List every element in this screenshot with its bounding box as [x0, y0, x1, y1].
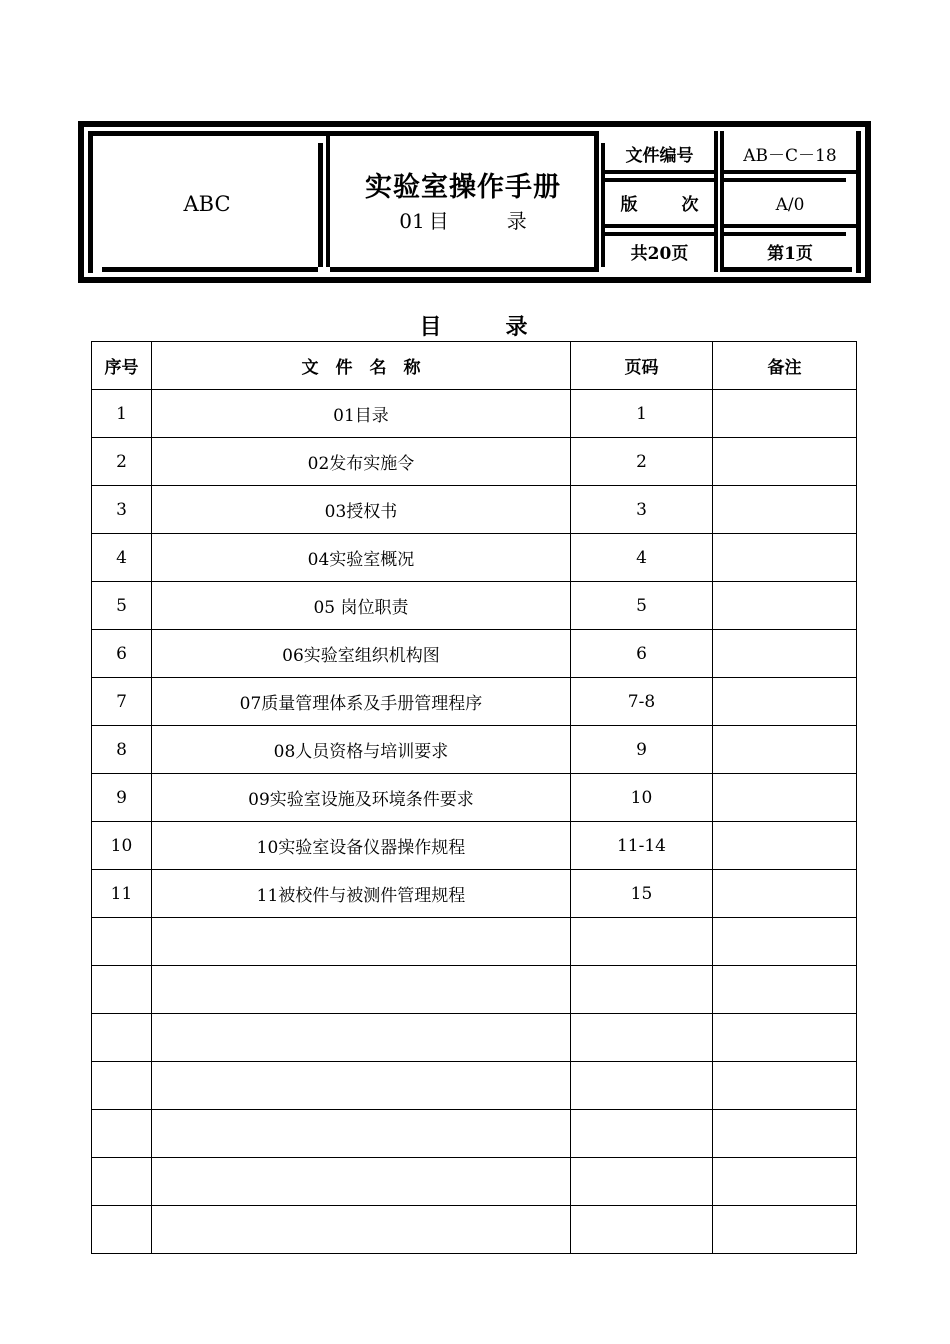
row-no	[92, 1206, 152, 1254]
row-no: 3	[92, 486, 152, 534]
table-row	[92, 1158, 857, 1206]
row-page: 2	[571, 438, 713, 486]
toc-heading-part-1: 目	[419, 314, 442, 340]
divider-company-title-a	[318, 143, 323, 267]
table-row	[92, 678, 857, 726]
row-no: 10	[92, 822, 152, 870]
document-header	[0, 0, 950, 300]
row-remark	[713, 534, 857, 582]
row-page	[571, 966, 713, 1014]
version-label	[605, 194, 714, 216]
doc-no-label: 文件编号	[625, 146, 694, 166]
meta-row-line-4b	[724, 232, 846, 236]
table-row	[92, 774, 857, 822]
row-page	[571, 918, 713, 966]
meta-row-line-1a	[601, 170, 714, 174]
manual-title: 实验室操作手册	[365, 172, 561, 203]
total-pages: 共20页	[630, 244, 689, 264]
row-name: 01目录	[152, 390, 571, 438]
meta-row-line-4a	[605, 232, 714, 236]
table-row	[92, 534, 857, 582]
row-page: 7-8	[571, 678, 713, 726]
row-name	[152, 1110, 571, 1158]
table-row	[92, 1014, 857, 1062]
frame-outer-bottom	[78, 277, 871, 283]
row-name	[152, 918, 571, 966]
row-remark	[713, 438, 857, 486]
manual-subtitle	[330, 208, 596, 234]
row-name	[152, 966, 571, 1014]
frame-inner-top	[88, 131, 596, 136]
company-name: ABC	[183, 192, 231, 216]
version-value: A/0	[775, 195, 805, 215]
table-row	[92, 390, 857, 438]
row-remark	[713, 1062, 857, 1110]
row-name: 06实验室组织机构图	[152, 630, 571, 678]
row-page	[571, 1206, 713, 1254]
row-no	[92, 1110, 152, 1158]
row-no	[92, 1158, 152, 1206]
doc-no-value: AB－C－18	[743, 146, 837, 166]
subtitle-number: 01	[399, 209, 425, 233]
row-remark	[713, 678, 857, 726]
table-row	[92, 1110, 857, 1158]
row-remark	[713, 870, 857, 918]
row-remark	[713, 1014, 857, 1062]
meta-row-line-3a	[601, 224, 714, 228]
row-no	[92, 1062, 152, 1110]
row-name	[152, 1158, 571, 1206]
row-remark	[713, 1206, 857, 1254]
table-row	[92, 966, 857, 1014]
row-no: 7	[92, 678, 152, 726]
row-page	[571, 1110, 713, 1158]
frame-outer-top	[78, 121, 871, 127]
row-name: 07质量管理体系及手册管理程序	[152, 678, 571, 726]
frame-inner-left	[88, 131, 93, 273]
meta-row-line-2b	[724, 178, 846, 182]
row-name: 05 岗位职责	[152, 582, 571, 630]
toc-header-row	[92, 342, 857, 390]
row-page: 5	[571, 582, 713, 630]
version-label-1: 版	[620, 195, 638, 215]
row-no: 8	[92, 726, 152, 774]
row-remark	[713, 1158, 857, 1206]
row-remark	[713, 966, 857, 1014]
subtitle-word-1: 目	[428, 209, 449, 233]
row-name	[152, 1062, 571, 1110]
row-remark	[713, 630, 857, 678]
version-label-2: 次	[681, 195, 699, 215]
col-header-remark: 备注	[713, 342, 857, 390]
row-page: 11-14	[571, 822, 713, 870]
toc-table	[91, 341, 857, 1254]
col-header-no: 序号	[92, 342, 152, 390]
row-page: 1	[571, 390, 713, 438]
table-row	[92, 726, 857, 774]
frame-inner-bottom-mid	[330, 267, 594, 272]
row-page: 9	[571, 726, 713, 774]
row-no	[92, 1014, 152, 1062]
row-remark	[713, 774, 857, 822]
table-row	[92, 486, 857, 534]
meta-row-line-2a	[605, 178, 714, 182]
row-name	[152, 1014, 571, 1062]
col-header-page: 页码	[571, 342, 713, 390]
row-page: 10	[571, 774, 713, 822]
row-no: 5	[92, 582, 152, 630]
row-no	[92, 966, 152, 1014]
row-page: 6	[571, 630, 713, 678]
row-page	[571, 1014, 713, 1062]
table-row	[92, 1206, 857, 1254]
row-name: 10实验室设备仪器操作规程	[152, 822, 571, 870]
table-row	[92, 918, 857, 966]
row-name: 03授权书	[152, 486, 571, 534]
frame-outer-left	[78, 121, 84, 283]
toc-heading-part-2: 录	[505, 314, 528, 340]
row-name: 09实验室设施及环境条件要求	[152, 774, 571, 822]
toc-heading	[91, 312, 856, 342]
divider-meta-a	[714, 131, 718, 272]
meta-row-line-1b	[724, 170, 856, 174]
row-name: 04实验室概况	[152, 534, 571, 582]
row-name: 02发布实施令	[152, 438, 571, 486]
meta-row-line-3b	[724, 224, 856, 228]
frame-outer-right	[865, 121, 871, 283]
row-name: 08人员资格与培训要求	[152, 726, 571, 774]
row-remark	[713, 390, 857, 438]
row-remark	[713, 726, 857, 774]
row-no: 1	[92, 390, 152, 438]
table-row	[92, 870, 857, 918]
row-remark	[713, 918, 857, 966]
subtitle-word-2: 录	[506, 209, 527, 233]
current-page: 第1页	[767, 244, 813, 264]
row-no: 11	[92, 870, 152, 918]
table-row	[92, 438, 857, 486]
row-name: 11被校件与被测件管理规程	[152, 870, 571, 918]
row-remark	[713, 486, 857, 534]
row-page: 4	[571, 534, 713, 582]
row-remark	[713, 822, 857, 870]
table-row	[92, 822, 857, 870]
table-row	[92, 1062, 857, 1110]
row-no: 9	[92, 774, 152, 822]
col-header-name: 文 件 名 称	[152, 342, 571, 390]
row-remark	[713, 1110, 857, 1158]
row-page: 15	[571, 870, 713, 918]
meta-bottom-line	[724, 267, 852, 272]
frame-inner-bottom-left	[102, 267, 318, 272]
row-no: 4	[92, 534, 152, 582]
row-no	[92, 918, 152, 966]
row-page	[571, 1158, 713, 1206]
row-no: 2	[92, 438, 152, 486]
row-name	[152, 1206, 571, 1254]
row-no: 6	[92, 630, 152, 678]
row-page: 3	[571, 486, 713, 534]
row-page	[571, 1062, 713, 1110]
row-remark	[713, 582, 857, 630]
table-row	[92, 582, 857, 630]
frame-inner-right	[856, 131, 861, 273]
table-row	[92, 630, 857, 678]
